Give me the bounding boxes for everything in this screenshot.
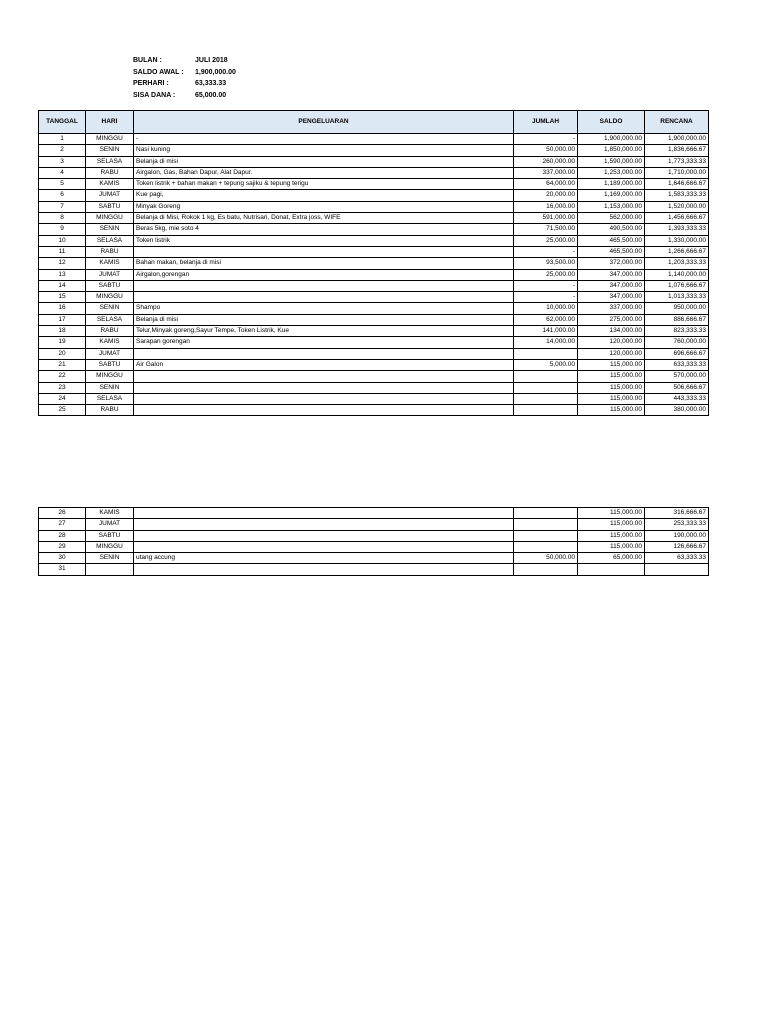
pengeluaran-cell[interactable]: Token listrik: [134, 235, 514, 246]
hari-cell[interactable]: SABTU: [86, 201, 134, 212]
saldo-cell[interactable]: 115,000.00: [578, 530, 645, 541]
jumlah-cell[interactable]: 71,500.00: [514, 224, 578, 235]
jumlah-cell[interactable]: 93,500.00: [514, 258, 578, 269]
jumlah-cell[interactable]: 141,000.00: [514, 326, 578, 337]
jumlah-cell[interactable]: 50,000.00: [514, 553, 578, 564]
table-row: [39, 337, 709, 348]
rencana-cell[interactable]: 253,333.33: [645, 519, 709, 530]
jumlah-cell[interactable]: -: [514, 280, 578, 291]
tanggal-cell[interactable]: 15: [39, 292, 86, 303]
pengeluaran-cell[interactable]: utang accung: [134, 553, 514, 564]
table-row: [39, 359, 709, 370]
tanggal-cell[interactable]: 30: [39, 553, 86, 564]
pengeluaran-cell[interactable]: [134, 280, 514, 291]
col-pengeluaran-header: PENGELUARAN: [134, 111, 514, 134]
jumlah-cell[interactable]: [514, 371, 578, 382]
rencana-cell[interactable]: 1,900,000.00: [645, 134, 709, 145]
pengeluaran-cell[interactable]: Telur,Minyak goreng,Sayur Tempe, Token Listrik, Kue: [134, 326, 514, 337]
rencana-cell[interactable]: [645, 564, 709, 575]
tanggal-cell[interactable]: 7: [39, 201, 86, 212]
saldo-cell[interactable]: 347,000.00: [578, 269, 645, 280]
saldo-cell[interactable]: 1,590,000.00: [578, 156, 645, 167]
rencana-cell[interactable]: 1,076,666.67: [645, 280, 709, 291]
hari-cell[interactable]: SABTU: [86, 359, 134, 370]
hari-cell[interactable]: SELASA: [86, 235, 134, 246]
hari-cell[interactable]: SELASA: [86, 314, 134, 325]
saldo-cell[interactable]: 347,000.00: [578, 292, 645, 303]
jumlah-cell[interactable]: 16,000.00: [514, 201, 578, 212]
saldo-cell[interactable]: 1,153,000.00: [578, 201, 645, 212]
table-row: [39, 235, 709, 246]
hari-cell[interactable]: RABU: [86, 167, 134, 178]
rencana-cell[interactable]: 1,520,000.00: [645, 201, 709, 212]
sisa-dana-label: SISA DANA :: [133, 91, 176, 99]
tanggal-cell[interactable]: 12: [39, 258, 86, 269]
col-jumlah-header: JUMLAH: [514, 111, 578, 134]
pengeluaran-cell[interactable]: Shampo: [134, 303, 514, 314]
rencana-cell[interactable]: 570,000.00: [645, 371, 709, 382]
tanggal-cell[interactable]: 26: [39, 508, 86, 519]
tanggal-cell[interactable]: 22: [39, 371, 86, 382]
rencana-cell[interactable]: 63,333.33: [645, 553, 709, 564]
hari-cell[interactable]: JUMAT: [86, 348, 134, 359]
rencana-cell[interactable]: 760,000.00: [645, 337, 709, 348]
jumlah-cell[interactable]: 25,000.00: [514, 235, 578, 246]
jumlah-cell[interactable]: 50,000.00: [514, 145, 578, 156]
hari-cell[interactable]: RABU: [86, 246, 134, 257]
jumlah-cell[interactable]: 591,000.00: [514, 213, 578, 224]
table-row: [39, 541, 709, 552]
table-row: [39, 213, 709, 224]
rencana-cell[interactable]: 190,000.00: [645, 530, 709, 541]
saldo-cell[interactable]: 115,000.00: [578, 519, 645, 530]
pengeluaran-cell[interactable]: Airgalon, Gas, Bahan Dapur, Alat Dapur.: [134, 167, 514, 178]
jumlah-cell[interactable]: -: [514, 292, 578, 303]
hari-cell[interactable]: SENIN: [86, 553, 134, 564]
sisa-dana-value: 65,000.00: [195, 91, 227, 99]
pengeluaran-cell[interactable]: [134, 519, 514, 530]
table-row: [39, 348, 709, 359]
saldo-cell[interactable]: 337,000.00: [578, 303, 645, 314]
saldo-cell[interactable]: 115,000.00: [578, 405, 645, 416]
rencana-cell[interactable]: 126,666.67: [645, 541, 709, 552]
tanggal-cell[interactable]: 17: [39, 314, 86, 325]
rencana-cell[interactable]: 696,666.67: [645, 348, 709, 359]
pengeluaran-cell[interactable]: [134, 530, 514, 541]
budget-header: [133, 55, 236, 101]
tanggal-cell[interactable]: 4: [39, 167, 86, 178]
rencana-cell[interactable]: 1,836,666.67: [645, 145, 709, 156]
saldo-cell[interactable]: 275,000.00: [578, 314, 645, 325]
tanggal-cell[interactable]: 5: [39, 179, 86, 190]
pengeluaran-cell[interactable]: [134, 246, 514, 257]
jumlah-cell[interactable]: [514, 519, 578, 530]
table-row: [39, 224, 709, 235]
tanggal-cell[interactable]: 3: [39, 156, 86, 167]
rencana-cell[interactable]: 1,393,333.33: [645, 224, 709, 235]
rencana-cell[interactable]: 1,583,333.33: [645, 190, 709, 201]
pengeluaran-cell[interactable]: [134, 541, 514, 552]
pengeluaran-cell[interactable]: [134, 564, 514, 575]
jumlah-cell[interactable]: 64,000.00: [514, 179, 578, 190]
tanggal-cell[interactable]: 29: [39, 541, 86, 552]
hari-cell[interactable]: SENIN: [86, 303, 134, 314]
hari-cell[interactable]: SABTU: [86, 530, 134, 541]
pengeluaran-cell[interactable]: Kue pagi,: [134, 190, 514, 201]
col-tanggal-header: TANGGAL: [39, 111, 86, 134]
saldo-cell[interactable]: 372,000.00: [578, 258, 645, 269]
tanggal-cell[interactable]: 18: [39, 326, 86, 337]
table-row: [39, 314, 709, 325]
saldo-cell[interactable]: 562,000.00: [578, 213, 645, 224]
jumlah-cell[interactable]: 62,000.00: [514, 314, 578, 325]
table-row: [39, 156, 709, 167]
table-row: [39, 179, 709, 190]
jumlah-cell[interactable]: 5,000.00: [514, 359, 578, 370]
pengeluaran-cell[interactable]: Sarapan gorengan: [134, 337, 514, 348]
hari-cell[interactable]: MINGGU: [86, 134, 134, 145]
hari-cell[interactable]: JUMAT: [86, 519, 134, 530]
hari-cell[interactable]: MINGGU: [86, 292, 134, 303]
table-row: [39, 326, 709, 337]
jumlah-cell[interactable]: 20,000.00: [514, 190, 578, 201]
table-row: [39, 167, 709, 178]
jumlah-cell[interactable]: [514, 393, 578, 404]
pengeluaran-cell[interactable]: Beras 5kg, mie soto 4: [134, 224, 514, 235]
rencana-cell[interactable]: 950,000.00: [645, 303, 709, 314]
hari-cell[interactable]: KAMIS: [86, 258, 134, 269]
saldo-cell[interactable]: 490,500.00: [578, 224, 645, 235]
col-saldo-header: SALDO: [578, 111, 645, 134]
tanggal-cell[interactable]: 23: [39, 382, 86, 393]
hari-cell[interactable]: JUMAT: [86, 269, 134, 280]
rencana-cell[interactable]: 1,330,000.00: [645, 235, 709, 246]
rencana-cell[interactable]: 633,333.33: [645, 359, 709, 370]
saldo-awal-value: 1,900,000.00: [195, 68, 236, 76]
saldo-cell[interactable]: [578, 564, 645, 575]
hari-cell[interactable]: SENIN: [86, 224, 134, 235]
pengeluaran-cell[interactable]: Nasi kuning: [134, 145, 514, 156]
rencana-cell[interactable]: 886,666.67: [645, 314, 709, 325]
table-row: [39, 393, 709, 404]
pengeluaran-cell[interactable]: [134, 292, 514, 303]
rencana-cell[interactable]: 316,666.67: [645, 508, 709, 519]
tanggal-cell[interactable]: 14: [39, 280, 86, 291]
jumlah-cell[interactable]: -: [514, 246, 578, 257]
tanggal-cell[interactable]: 10: [39, 235, 86, 246]
saldo-cell[interactable]: 115,000.00: [578, 508, 645, 519]
rencana-cell[interactable]: 1,203,333.33: [645, 258, 709, 269]
pengeluaran-cell[interactable]: [134, 348, 514, 359]
table-header-row: [39, 111, 709, 134]
saldo-cell[interactable]: 1,253,000.00: [578, 167, 645, 178]
perhari-label: PERHARI :: [133, 80, 169, 87]
hari-cell[interactable]: [86, 564, 134, 575]
saldo-cell[interactable]: 115,000.00: [578, 359, 645, 370]
col-hari-header: HARI: [86, 111, 134, 134]
perhari-value: 63,333.33: [195, 80, 227, 87]
tanggal-cell[interactable]: 11: [39, 246, 86, 257]
hari-cell[interactable]: SELASA: [86, 156, 134, 167]
table-row: [39, 519, 709, 530]
pengeluaran-cell[interactable]: [134, 508, 514, 519]
jumlah-cell[interactable]: 260,000.00: [514, 156, 578, 167]
pengeluaran-cell[interactable]: Minyak Goreng: [134, 201, 514, 212]
col-rencana-header: RENCANA: [645, 111, 709, 134]
jumlah-cell[interactable]: [514, 382, 578, 393]
table-row: [39, 405, 709, 416]
pengeluaran-cell[interactable]: Token listrik + bahan makan + tepung sajiku & tepung terigu: [134, 179, 514, 190]
pengeluaran-cell[interactable]: Bahan makan, belanja di misi: [134, 258, 514, 269]
saldo-cell[interactable]: 115,000.00: [578, 541, 645, 552]
hari-cell[interactable]: JUMAT: [86, 190, 134, 201]
pengeluaran-cell[interactable]: Air Galon: [134, 359, 514, 370]
saldo-cell[interactable]: 120,000.00: [578, 348, 645, 359]
saldo-cell[interactable]: 115,000.00: [578, 393, 645, 404]
jumlah-cell[interactable]: [514, 508, 578, 519]
hari-cell[interactable]: SENIN: [86, 145, 134, 156]
hari-cell[interactable]: KAMIS: [86, 179, 134, 190]
saldo-cell[interactable]: 134,000.00: [578, 326, 645, 337]
jumlah-cell[interactable]: 14,000.00: [514, 337, 578, 348]
tanggal-cell[interactable]: 2: [39, 145, 86, 156]
tanggal-cell[interactable]: 31: [39, 564, 86, 575]
jumlah-cell[interactable]: [514, 530, 578, 541]
table-row: [39, 564, 709, 575]
rencana-cell[interactable]: 1,140,000.00: [645, 269, 709, 280]
pengeluaran-cell[interactable]: [134, 382, 514, 393]
saldo-cell[interactable]: 115,000.00: [578, 382, 645, 393]
bulan-label: BULAN :: [133, 57, 162, 64]
jumlah-cell[interactable]: -: [514, 134, 578, 145]
rencana-cell[interactable]: 1,266,666.67: [645, 246, 709, 257]
rencana-cell[interactable]: 823,333.33: [645, 326, 709, 337]
tanggal-cell[interactable]: 9: [39, 224, 86, 235]
expense-table-continued: [38, 507, 709, 576]
table-row: [39, 382, 709, 393]
saldo-cell[interactable]: 115,000.00: [578, 371, 645, 382]
hari-cell[interactable]: SENIN: [86, 382, 134, 393]
expense-table: [38, 110, 709, 416]
rencana-cell[interactable]: 1,773,333.33: [645, 156, 709, 167]
hari-cell[interactable]: SELASA: [86, 393, 134, 404]
table-row: [39, 371, 709, 382]
jumlah-cell[interactable]: [514, 541, 578, 552]
pengeluaran-cell[interactable]: [134, 405, 514, 416]
tanggal-cell[interactable]: 16: [39, 303, 86, 314]
saldo-cell[interactable]: 465,500.00: [578, 246, 645, 257]
table-row: [39, 134, 709, 145]
jumlah-cell[interactable]: 10,000.00: [514, 303, 578, 314]
tanggal-cell[interactable]: 24: [39, 393, 86, 404]
rencana-cell[interactable]: 443,333.33: [645, 393, 709, 404]
rencana-cell[interactable]: 1,456,666.67: [645, 213, 709, 224]
hari-cell[interactable]: KAMIS: [86, 337, 134, 348]
tanggal-cell[interactable]: 6: [39, 190, 86, 201]
jumlah-cell[interactable]: [514, 405, 578, 416]
table-row: [39, 190, 709, 201]
bulan-row: [133, 55, 236, 67]
table-row: [39, 201, 709, 212]
hari-cell[interactable]: RABU: [86, 326, 134, 337]
hari-cell[interactable]: MINGGU: [86, 371, 134, 382]
sisa-dana-row: [133, 90, 236, 102]
saldo-awal-row: [133, 67, 236, 79]
table-row: [39, 530, 709, 541]
saldo-cell[interactable]: 1,900,000.00: [578, 134, 645, 145]
pengeluaran-cell[interactable]: Belanja di Misi, Rokok 1 kg, Es batu, Nutrisari, Donat, Extra joss, WIFE: [134, 213, 514, 224]
tanggal-cell[interactable]: 20: [39, 348, 86, 359]
tanggal-cell[interactable]: 8: [39, 213, 86, 224]
hari-cell[interactable]: RABU: [86, 405, 134, 416]
tanggal-cell[interactable]: 27: [39, 519, 86, 530]
rencana-cell[interactable]: 1,710,000.00: [645, 167, 709, 178]
table-row: [39, 303, 709, 314]
saldo-cell[interactable]: 65,000.00: [578, 553, 645, 564]
rencana-cell[interactable]: 1,013,333.33: [645, 292, 709, 303]
hari-cell[interactable]: MINGGU: [86, 213, 134, 224]
table-row: [39, 258, 709, 269]
jumlah-cell[interactable]: 337,000.00: [514, 167, 578, 178]
hari-cell[interactable]: SABTU: [86, 280, 134, 291]
hari-cell[interactable]: KAMIS: [86, 508, 134, 519]
jumlah-cell[interactable]: 25,000.00: [514, 269, 578, 280]
rencana-cell[interactable]: 1,646,666.67: [645, 179, 709, 190]
table-row: [39, 145, 709, 156]
tanggal-cell[interactable]: 25: [39, 405, 86, 416]
saldo-cell[interactable]: 1,189,000.00: [578, 179, 645, 190]
table-row: [39, 508, 709, 519]
saldo-cell[interactable]: 1,169,000.00: [578, 190, 645, 201]
rencana-cell[interactable]: 506,666.67: [645, 382, 709, 393]
saldo-cell[interactable]: 1,850,000.00: [578, 145, 645, 156]
table-row: [39, 269, 709, 280]
saldo-cell[interactable]: 120,000.00: [578, 337, 645, 348]
table-row: [39, 246, 709, 257]
tanggal-cell[interactable]: 1: [39, 134, 86, 145]
saldo-awal-label: SALDO AWAL :: [133, 68, 184, 76]
pengeluaran-cell[interactable]: [134, 393, 514, 404]
tanggal-cell[interactable]: 21: [39, 359, 86, 370]
table-row: [39, 292, 709, 303]
jumlah-cell[interactable]: [514, 348, 578, 359]
pengeluaran-cell[interactable]: Belanja di misi: [134, 156, 514, 167]
rencana-cell[interactable]: 380,000.00: [645, 405, 709, 416]
pengeluaran-cell[interactable]: Airgalon,gorengan: [134, 269, 514, 280]
pengeluaran-cell[interactable]: Belanja di misi: [134, 314, 514, 325]
tanggal-cell[interactable]: 19: [39, 337, 86, 348]
pengeluaran-cell[interactable]: -: [134, 134, 514, 145]
hari-cell[interactable]: MINGGU: [86, 541, 134, 552]
jumlah-cell[interactable]: [514, 564, 578, 575]
perhari-row: [133, 78, 236, 90]
tanggal-cell[interactable]: 28: [39, 530, 86, 541]
table-row: [39, 280, 709, 291]
saldo-cell[interactable]: 465,500.00: [578, 235, 645, 246]
table-row: [39, 553, 709, 564]
pengeluaran-cell[interactable]: [134, 371, 514, 382]
saldo-cell[interactable]: 347,000.00: [578, 280, 645, 291]
bulan-value: JULI 2018: [195, 57, 228, 64]
tanggal-cell[interactable]: 13: [39, 269, 86, 280]
